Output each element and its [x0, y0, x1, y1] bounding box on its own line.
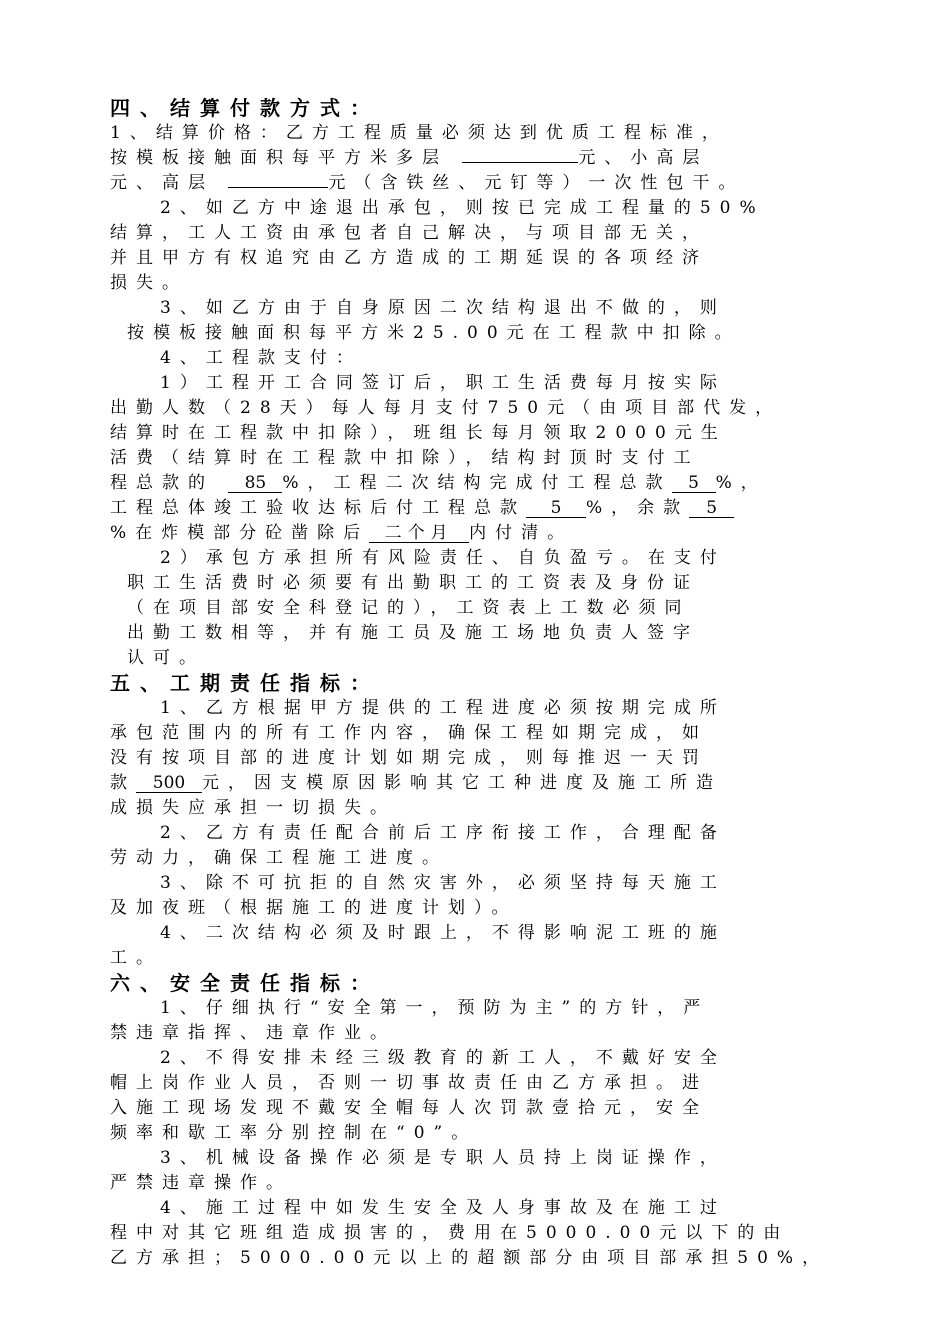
paragraph-line: 元、高层 元（含铁丝、元钉等）一次性包干。	[110, 173, 745, 193]
paragraph-line: 2、乙方有责任配合前后工序衔接工作，合理配备	[160, 823, 726, 843]
paragraph-line: 承包范围内的所有工作内容，确保工程如期完成，如	[110, 723, 708, 743]
fill-blank: 5	[526, 499, 586, 518]
paragraph-line: 1、结算价格：乙方工程质量必须达到优质工程标准，	[110, 123, 728, 143]
paragraph-line: 活费（结算时在工程款中扣除），结构封顶时支付工	[110, 448, 700, 468]
fill-blank: 5	[672, 474, 716, 493]
section-heading-settlement: 四、结算付款方式：	[110, 96, 380, 120]
paragraph-line: 出勤人数（28天）每人每月支付750元（由项目部代发，	[110, 398, 782, 418]
paragraph-line: 1、仔细执行“安全第一，预防为主”的方针，严	[160, 998, 710, 1018]
paragraph-line: 4、二次结构必须及时跟上，不得影响泥工班的施	[160, 923, 726, 943]
fill-blank: 5	[689, 499, 734, 518]
paragraph-line: （在项目部安全科登记的），工资表上工数必须同	[127, 598, 691, 618]
paragraph-line: 劳动力，确保工程施工进度。	[110, 848, 448, 868]
paragraph-line: 3、如乙方由于自身原因二次结构退出不做的，则	[160, 298, 726, 318]
paragraph-line: 严禁违章操作。	[110, 1173, 292, 1193]
paragraph-line: 2、不得安排未经三级教育的新工人，不戴好安全	[160, 1048, 726, 1068]
paragraph-line: 1、乙方根据甲方提供的工程进度必须按期完成所	[160, 698, 726, 718]
paragraph-line: 工。	[110, 948, 162, 968]
paragraph-line: 工程总体竣工验收达标后付工程总款 5 %，余款 5	[110, 496, 870, 521]
paragraph-line: 及加夜班（根据施工的进度计划）。	[110, 898, 518, 918]
paragraph-line: 4、工程款支付：	[160, 348, 362, 368]
section-heading-safety: 六、安全责任指标：	[110, 971, 380, 995]
fill-blank: 85	[228, 474, 282, 493]
paragraph-line: 禁违章指挥、违章作业。	[110, 1023, 396, 1043]
paragraph-line: 2、如乙方中途退出承包，则按已完成工程量的50%	[160, 198, 765, 218]
fill-blank	[462, 162, 578, 163]
paragraph-line: 结算，工人工资由承包者自己解决，与项目部无关，	[110, 223, 708, 243]
paragraph-line: 出勤工数相等，并有施工员及施工场地负责人签字	[127, 623, 699, 643]
paragraph-line: 程中对其它班组造成损害的，费用在5000.00元以下的由	[110, 1223, 790, 1243]
paragraph-line: 程总款的 85 %，工程二次结构完成付工程总款 5 %，	[110, 473, 767, 493]
paragraph-line: 按模板接触面积每平方米多层 元、小高层	[110, 148, 709, 168]
paragraph-line: 并且甲方有权追究由乙方造成的工期延误的各项经济	[110, 248, 708, 268]
paragraph-line: 1）工程开工合同签订后，职工生活费每月按实际	[160, 373, 726, 393]
paragraph-line: 认可。	[127, 648, 205, 668]
paragraph-line: 3、除不可抗拒的自然灾害外，必须坚持每天施工	[160, 873, 726, 893]
paragraph-line: %在炸模部分砼凿除后 二个月 内付清。	[110, 523, 574, 543]
paragraph-line: 结算时在工程款中扣除），班组长每月领取2000元生	[110, 423, 727, 443]
fill-blank	[228, 187, 328, 188]
paragraph-line: 没有按项目部的进度计划如期完成，则每推迟一天罚	[110, 748, 708, 768]
fill-blank: 500	[136, 774, 202, 793]
paragraph-line: 入施工现场发现不戴安全帽每人次罚款壹拾元，安全	[110, 1098, 708, 1118]
paragraph-line: 频率和歇工率分别控制在“0”。	[110, 1123, 478, 1143]
fill-blank: 二个月	[369, 524, 469, 543]
paragraph-line: 4、施工过程中如发生安全及人身事故及在施工过	[160, 1198, 726, 1218]
section-heading-schedule: 五、工期责任指标：	[110, 671, 380, 695]
paragraph-line: 成损失应承担一切损失。	[110, 798, 396, 818]
paragraph-line: 职工生活费时必须要有出勤职工的工资表及身份证	[127, 573, 699, 593]
paragraph-line: 3、机械设备操作必须是专职人员持上岗证操作，	[160, 1148, 726, 1168]
paragraph-line: 损失。	[110, 273, 188, 293]
paragraph-line: 2）承包方承担所有风险责任、自负盈亏。在支付	[160, 548, 726, 568]
paragraph-line: 按模板接触面积每平方米25.00元在工程款中扣除。	[127, 323, 741, 343]
paragraph-line: 乙方承担；5000.00元以上的超额部分由项目部承担50%，	[110, 1248, 829, 1268]
paragraph-line: 帽上岗作业人员，否则一切事故责任由乙方承担。进	[110, 1073, 708, 1093]
paragraph-line: 款 500 元，因支模原因影响其它工种进度及施工所造	[110, 773, 722, 793]
